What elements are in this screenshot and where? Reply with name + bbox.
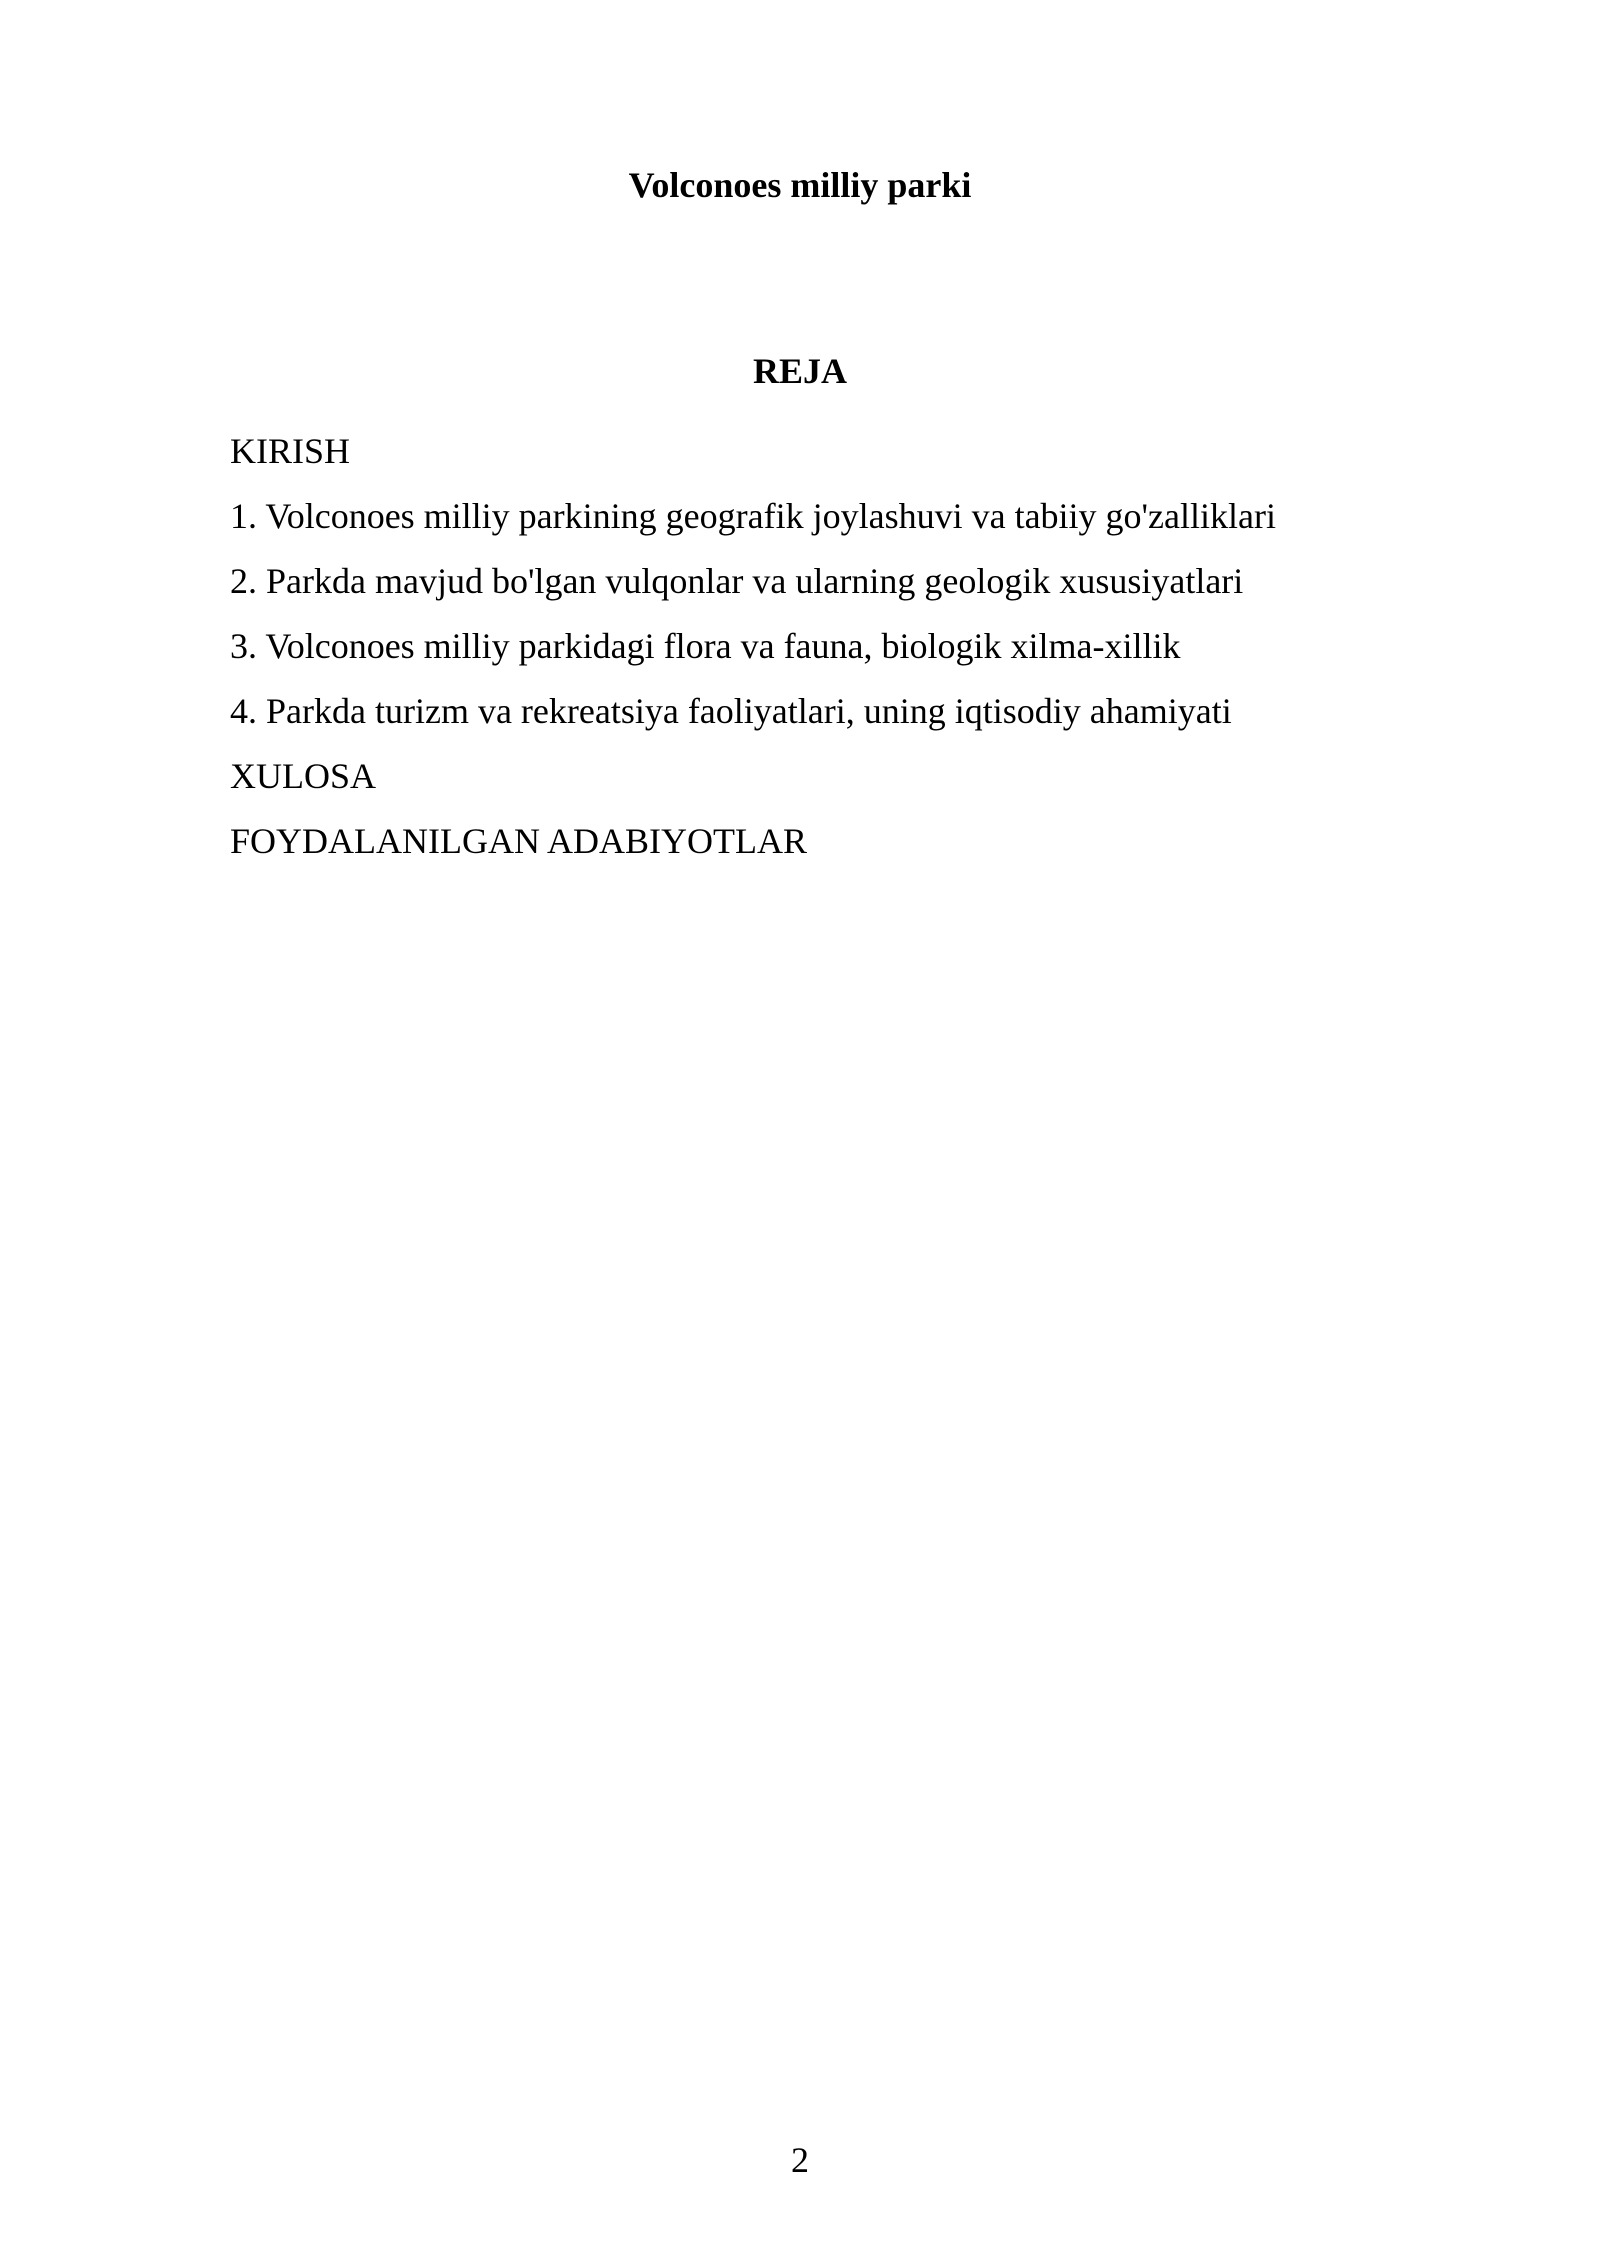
page-number: 2 (791, 2140, 809, 2180)
plan-item-conclusion: XULOSA (230, 756, 377, 796)
plan-item-1: 1. Volconoes milliy parkining geografik joylashuvi va tabiiy go'zalliklari (230, 496, 1276, 536)
plan-item-references: FOYDALANILGAN ADABIYOTLAR (230, 821, 807, 861)
plan-item-4: 4. Parkda turizm va rekreatsiya faoliyatlari, uning iqtisodiy ahamiyati (230, 691, 1232, 731)
plan-item-introduction: KIRISH (230, 431, 351, 471)
plan-list (230, 419, 1276, 874)
plan-item-2: 2. Parkda mavjud bo'lgan vulqonlar va ularning geologik xususiyatlari (230, 561, 1244, 601)
plan-item-3: 3. Volconoes milliy parkidagi flora va fauna, biologik xilma-xillik (230, 626, 1181, 666)
plan-heading: REJA (752, 351, 847, 391)
document-title: Volconoes milliy parki (628, 165, 972, 205)
